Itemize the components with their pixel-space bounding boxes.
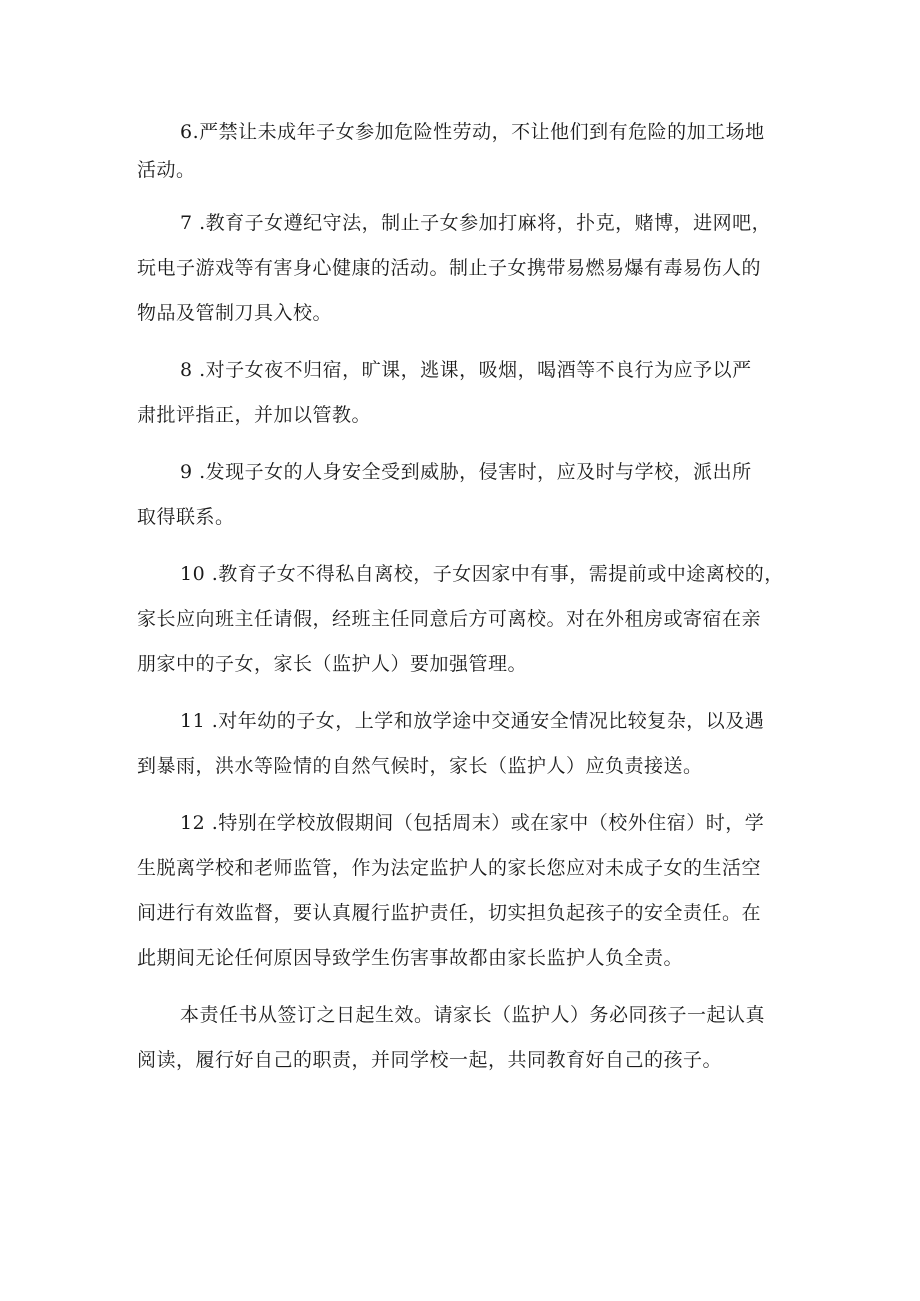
paragraph-item-12 [137,801,787,981]
paragraph-line: 12 .特别在学校放假期间（包括周末）或在家中（校外住宿）时，学 [180,812,765,834]
paragraph-line: 8 .对子女夜不归宿，旷课，逃课，吸烟，喝酒等不良行为应予以严 [180,359,752,381]
paragraph-item-8 [137,348,787,438]
paragraph-line: 11 .对年幼的子女，上学和放学途中交通安全情况比较复杂，以及遇 [180,710,765,732]
paragraph-line: 生脱离学校和老师监管，作为法定监护人的家长您应对未成子女的生活空 [137,857,762,879]
paragraph-line: 间进行有效监督，要认真履行监护责任，切实担负起孩子的安全责任。在 [137,902,762,924]
paragraph-closing [137,993,787,1083]
paragraph-line: 本责任书从签订之日起生效。请家长（监护人）务必同孩子一起认真 [180,1004,766,1026]
paragraph-line: 取得联系。 [137,506,235,528]
paragraph-line: 物品及管制刀具入校。 [137,302,333,324]
paragraph-item-6 [137,113,787,189]
paragraph-line: 10 .教育子女不得私自离校，子女因家中有事，需提前或中途离校的， [180,563,784,585]
paragraph-line: 家长应向班主任请假，经班主任同意后方可离校。对在外租房或寄宿在亲 [137,608,762,630]
paragraph-item-7 [137,201,787,336]
paragraph-line: 到暴雨，洪水等险情的自然气候时，家长（监护人）应负责接送。 [137,755,703,777]
document-body [137,113,787,1095]
paragraph-line: 玩电子游戏等有害身心健康的活动。制止子女携带易燃易爆有毒易伤人的 [137,257,762,279]
paragraph-item-11 [137,699,787,789]
paragraph-line: 此期间无论任何原因导致学生伤害事故都由家长监护人负全责。 [137,947,684,969]
paragraph-item-10 [137,552,787,687]
paragraph-line: 朋家中的子女，家长（监护人）要加强管理。 [137,653,528,675]
paragraph-line: 阅读，履行好自己的职责，并同学校一起，共同教育好自己的孩子。 [137,1049,723,1071]
paragraph-line: 7 .教育子女遵纪守法，制止子女参加打麻将，扑克，赌博，进网吧， [180,212,772,234]
paragraph-line: 活动。 [137,159,196,181]
paragraph-line: 肃批评指正，并加以管教。 [137,404,372,426]
paragraph-line: 6.严禁让未成年子女参加危险性劳动，不让他们到有危险的加工场地 [180,121,765,143]
paragraph-item-9 [137,450,787,540]
paragraph-line: 9 .发现子女的人身安全受到威胁，侵害时，应及时与学校，派出所 [180,461,752,483]
